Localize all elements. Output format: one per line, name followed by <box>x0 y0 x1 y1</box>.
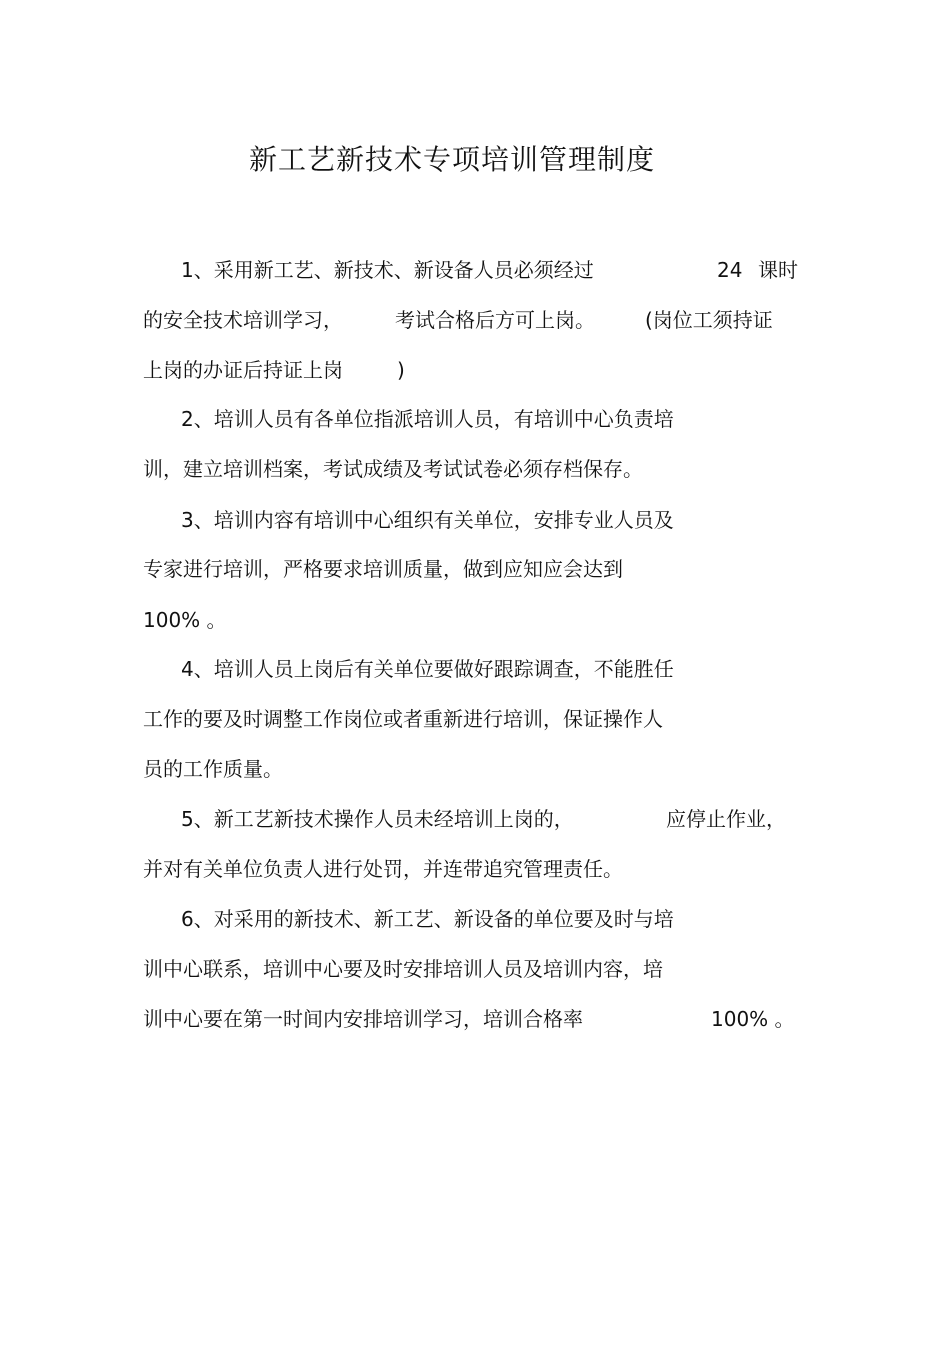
text-segment: 工作的要及时调整工作岗位或者重新进行培训，保证操作人 <box>143 707 663 731</box>
paragraph-4-line-2 <box>143 704 763 734</box>
paragraph-4-line-1 <box>181 654 781 684</box>
text-segment: 应停止作业， <box>666 807 786 831</box>
text-segment: 24 <box>717 258 743 282</box>
paragraph-5-line-1 <box>181 804 811 834</box>
paragraph-3-line-2 <box>143 554 743 584</box>
paragraph-5-line-2 <box>143 854 743 884</box>
paragraph-3-line-1 <box>181 505 781 535</box>
text-segment: 1、采用新工艺、新技术、新设备人员必须经过 <box>181 258 594 282</box>
text-segment: 并对有关单位负责人进行处罚，并连带追究管理责任。 <box>143 857 623 881</box>
paragraph-1-line-2 <box>143 305 813 335</box>
text-segment: 3、培训内容有培训中心组织有关单位，安排专业人员及 <box>181 508 674 532</box>
paragraph-2-line-2 <box>143 454 743 484</box>
text-segment: 2、培训人员有各单位指派培训人员，有培训中心负责培 <box>181 407 674 431</box>
text-segment: 6、对采用的新技术、新工艺、新设备的单位要及时与培 <box>181 907 674 931</box>
text-segment: 4、培训人员上岗后有关单位要做好跟踪调查，不能胜任 <box>181 657 674 681</box>
text-segment: 100% 。 <box>711 1007 795 1031</box>
text-segment: 的安全技术培训学习， <box>143 308 343 332</box>
paragraph-3-line-3 <box>143 605 343 635</box>
text-segment: 5、新工艺新技术操作人员未经培训上岗的， <box>181 807 574 831</box>
paragraph-6-line-2 <box>143 954 763 984</box>
text-segment: 上岗的办证后持证上岗 <box>143 358 343 382</box>
paragraph-2-line-1 <box>181 404 781 434</box>
text-segment: 考试合格后方可上岗。 <box>395 308 595 332</box>
text-segment: 专家进行培训，严格要求培训质量，做到应知应会达到 <box>143 557 623 581</box>
paragraph-1-line-3 <box>143 355 443 385</box>
text-segment: ) <box>397 358 405 382</box>
paragraph-1-line-1 <box>181 255 811 285</box>
text-segment: (岗位工须持证 <box>645 308 773 332</box>
text-segment: 员的工作质量。 <box>143 757 283 781</box>
text-segment: 100% 。 <box>143 608 227 632</box>
document-title: 新工艺新技术专项培训管理制度 <box>248 143 655 176</box>
paragraph-6-line-3 <box>143 1004 823 1034</box>
paragraph-6-line-1 <box>181 904 781 934</box>
paragraph-4-line-3 <box>143 754 443 784</box>
text-segment: 训，建立培训档案，考试成绩及考试试卷必须存档保存。 <box>143 457 643 481</box>
text-segment: 课时 <box>758 258 798 282</box>
text-segment: 训中心联系，培训中心要及时安排培训人员及培训内容，培 <box>143 957 663 981</box>
text-segment: 训中心要在第一时间内安排培训学习，培训合格率 <box>143 1007 583 1031</box>
